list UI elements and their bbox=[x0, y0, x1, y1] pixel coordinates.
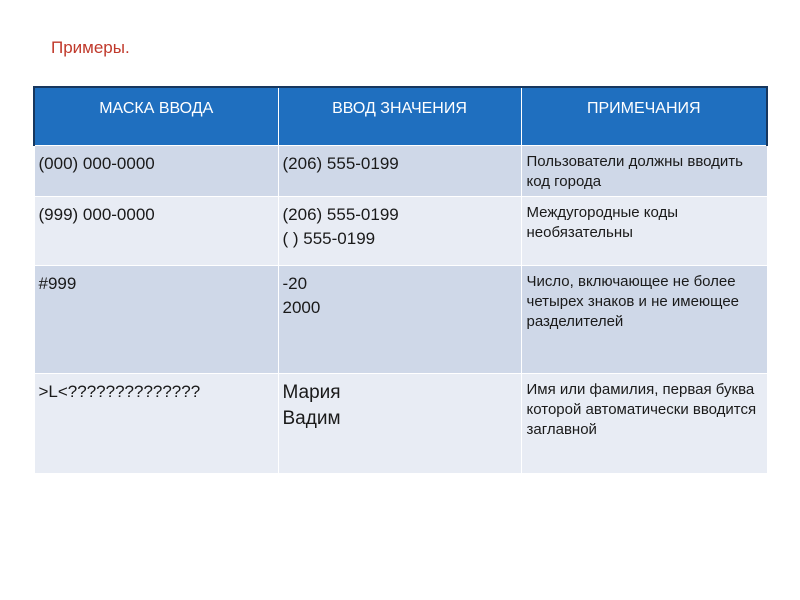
value-cell bbox=[278, 145, 521, 196]
note-cell: Число, включающее не более четырех знаков и не имеющее разделителей bbox=[521, 265, 767, 373]
value-cell bbox=[278, 196, 521, 265]
input-mask-table bbox=[33, 86, 768, 474]
value-line: (206) 555-0199 bbox=[282, 153, 399, 173]
header-notes: ПРИМЕЧАНИЯ bbox=[521, 87, 767, 145]
mask-cell: (000) 000-0000 bbox=[34, 145, 278, 196]
note-cell: Пользователи должны вводить код города bbox=[521, 145, 767, 196]
slide-title: Примеры. bbox=[51, 38, 130, 57]
value-cell bbox=[278, 265, 521, 373]
header-entered-value: ВВОД ЗНАЧЕНИЯ bbox=[278, 87, 521, 145]
table-row bbox=[34, 265, 767, 373]
table-row bbox=[34, 145, 767, 196]
table-header-row bbox=[34, 87, 767, 145]
mask-cell: #999 bbox=[34, 265, 278, 373]
note-cell: Имя или фамилия, первая буква которой автоматически вводится заглавной bbox=[521, 373, 767, 473]
value-line: 2000 bbox=[282, 297, 321, 317]
value-line: ( ) 555-0199 bbox=[282, 228, 376, 248]
table-row bbox=[34, 196, 767, 265]
value-line: Мария bbox=[282, 381, 341, 403]
value-line: (206) 555-0199 bbox=[282, 204, 399, 224]
value-line: -20 bbox=[282, 273, 308, 293]
value-cell bbox=[278, 373, 521, 473]
table-row bbox=[34, 373, 767, 473]
value-line: Вадим bbox=[282, 407, 341, 429]
mask-cell: >L<?????????????? bbox=[34, 373, 278, 473]
header-input-mask: МАСКА ВВОДА bbox=[34, 87, 278, 145]
note-cell: Междугородные коды необязательны bbox=[521, 196, 767, 265]
mask-cell: (999) 000-0000 bbox=[34, 196, 278, 265]
